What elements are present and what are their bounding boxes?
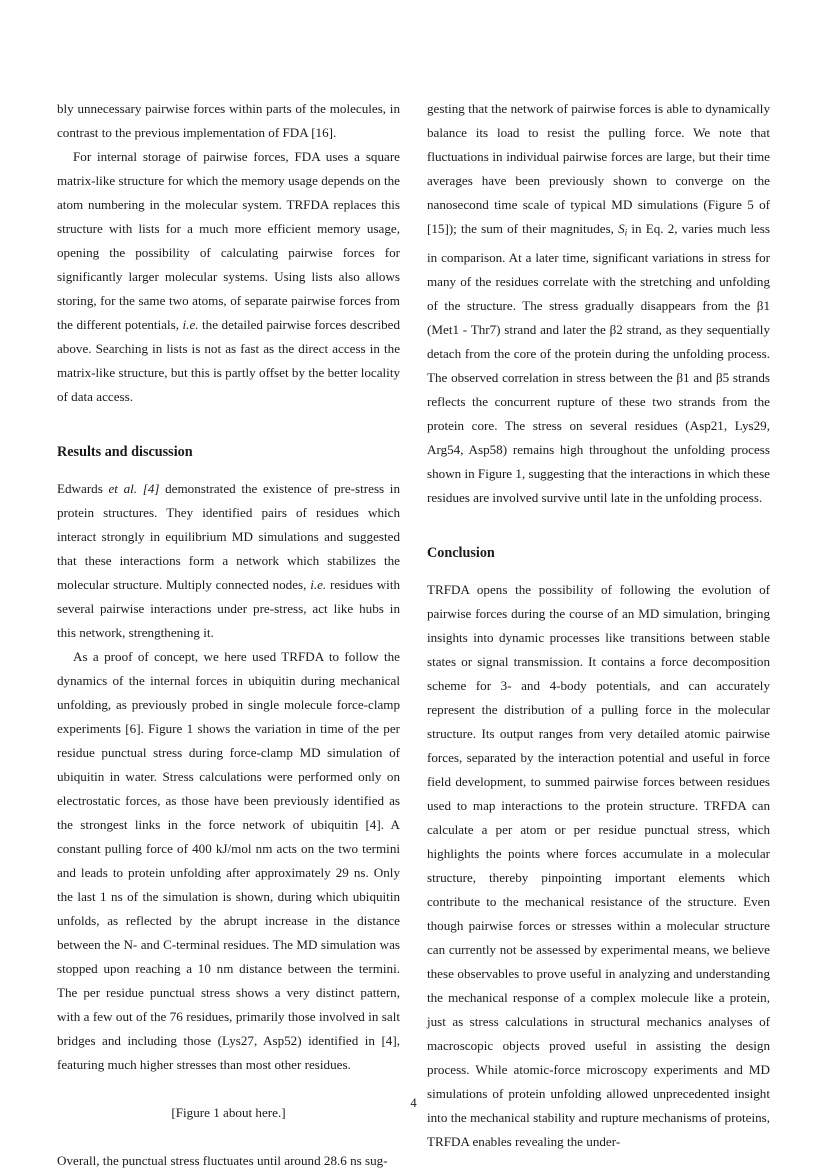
left-column xyxy=(57,97,401,1168)
paragraph-part-2: in Eq. 2, varies much less in comparison. At a later time, significant variations in stress for many of the residues correlate with the stretching and unfolding of the structure. The stress gradually disappears from the β1 (Met1 - Thr7) strand and later the β2 strand, as they sequentially detach from the core of the protein during the unfolding process. The observed correlation in stress between the β1 and β5 strands reflects the concurrent rupture of these two strands from the protein core. The stress on several residues (Asp21, Lys29, Arg54, Asp58) remains high throughout the unfolding process shown in Figure 1, suggesting that the interactions in which these residues are involved survive until late in the unfolding process. xyxy=(427,221,770,505)
paragraph-edwards: Edwards et al. [4] demonstrated the existence of pre-stress in protein structures. They identified pairs of residues which interact strongly in equilibrium MD simulations and suggested that these interactions form a network which stabilizes the molecular structure. Multiply connected nodes, i.e. residues with several pairwise interactions under pre-stress, act like hubs in this network, strengthening it. xyxy=(57,481,401,640)
page-number: 4 xyxy=(410,1096,417,1110)
paragraph-proof-of-concept: As a proof of concept, we here used TRFDA to follow the dynamics of the internal forces in ubiquitin during mechanical unfolding, as previously probed in single molecule force-clamp experiments [6]. Figure 1 shows the variation in time of the per residue punctual stress during force-clamp MD simulation of ubiquitin in water. Stress calculations were performed only on electrostatic forces, as those have been previously identified as the strongest links in the force network of ubiquitin [4]. A constant pulling force of 400 kJ/mol nm acts on the two termini and leads to protein unfolding after approximately 29 ns. Only the last 1 ns of the simulation is shown, during which ubiquitin unfolds, as reflected by the abrupt increase in the distance between the N- and C-terminal residues. The MD simulation was stopped upon reaching a 10 nm distance between the termini. The per residue punctual stress shows a very distinct pattern, with a few out of the 76 residues, primarily those involved in salt bridges and including those (Lys27, Asp52) identified in [4], featuring much higher stresses than most other residues. xyxy=(57,649,400,1072)
paragraph-network-balance xyxy=(427,97,770,510)
math-symbol-S: S xyxy=(618,221,625,236)
figure-placeholder-note: [Figure 1 about here.] xyxy=(171,1105,286,1120)
right-column xyxy=(427,97,770,1149)
spacer xyxy=(427,510,770,541)
math-subscript-i: i xyxy=(624,228,628,239)
spacer xyxy=(57,409,400,440)
section-heading-conclusion: Conclusion xyxy=(427,544,495,561)
two-column-body xyxy=(57,97,770,1168)
paragraph-part-1: gesting that the network of pairwise forces is able to dynamically balance its load to resist the pulling force. We note that fluctuations in individual pairwise forces are large, but their time averages have been previously shown to converge on the nanosecond time scale of typical MD simulations (Figure 5 of [15]); the sum of their magnitudes, xyxy=(427,101,770,236)
spacer xyxy=(57,464,400,477)
spacer xyxy=(57,1125,400,1149)
section-heading-results: Results and discussion xyxy=(57,444,193,460)
paragraph-conclusion: TRFDA opens the possibility of following the evolution of pairwise forces during the course of an MD simulation, bringing insights into dynamic processes like transitions between stable states or signal transmission. It contains a force decomposition scheme for 3- and 4-body potentials, and can accurately represent the distribution of a pulling force in the molecular structure. Its output ranges from very detailed atomic pairwise forces, separated by the interaction potential and useful in force field development, to summed pairwise forces between residues used to map interactions to the protein structure. TRFDA can calculate a per atom or per residue punctual stress, which highlights the points where forces accumulate in a molecular structure, thereby pinpointing important elements which contribute to the mechanical resistance of the structure. Even though pairwise forces or stresses within a molecular structure can currently not be assessed by experimental means, we believe these observables to prove useful in analyzing and understanding the mechanical response of a complex molecule like a protein, just as stress calculations in structural mechanics analyses of macroscopic objects proved useful in assisting the design process. While atomic-force microscopy experiments and MD simulations of protein unfolding allowed unprecedented insight into the mechanical stability and rupture mechanisms of proteins, TRFDA enables revealing the under- xyxy=(427,581,770,1149)
paragraph-continuation: bly unnecessary pairwise forces within parts of the molecules, in contrast to the previous implementation of FDA [16]. xyxy=(57,101,400,140)
spacer xyxy=(427,565,770,578)
paragraph-internal-storage: For internal storage of pairwise forces, FDA uses a square matrix-like structure for which the memory usage depends on the atom numbering in the molecular system. TRFDA replaces this structure with lists for a much more efficient memory usage, opening the possibility of calculating pairwise forces for significantly larger molecular systems. Using lists also allows storing, for the same two atoms, of separate pairwise forces from the different potentials, i.e. the detailed pairwise forces described above. Searching in lists is not as fast as the direct access in the matrix-like structure, but this is partly offset by the better locality of data access. xyxy=(57,149,400,404)
paragraph-overall: Overall, the punctual stress fluctuates until around 28.6 ns sug- xyxy=(57,1153,388,1168)
